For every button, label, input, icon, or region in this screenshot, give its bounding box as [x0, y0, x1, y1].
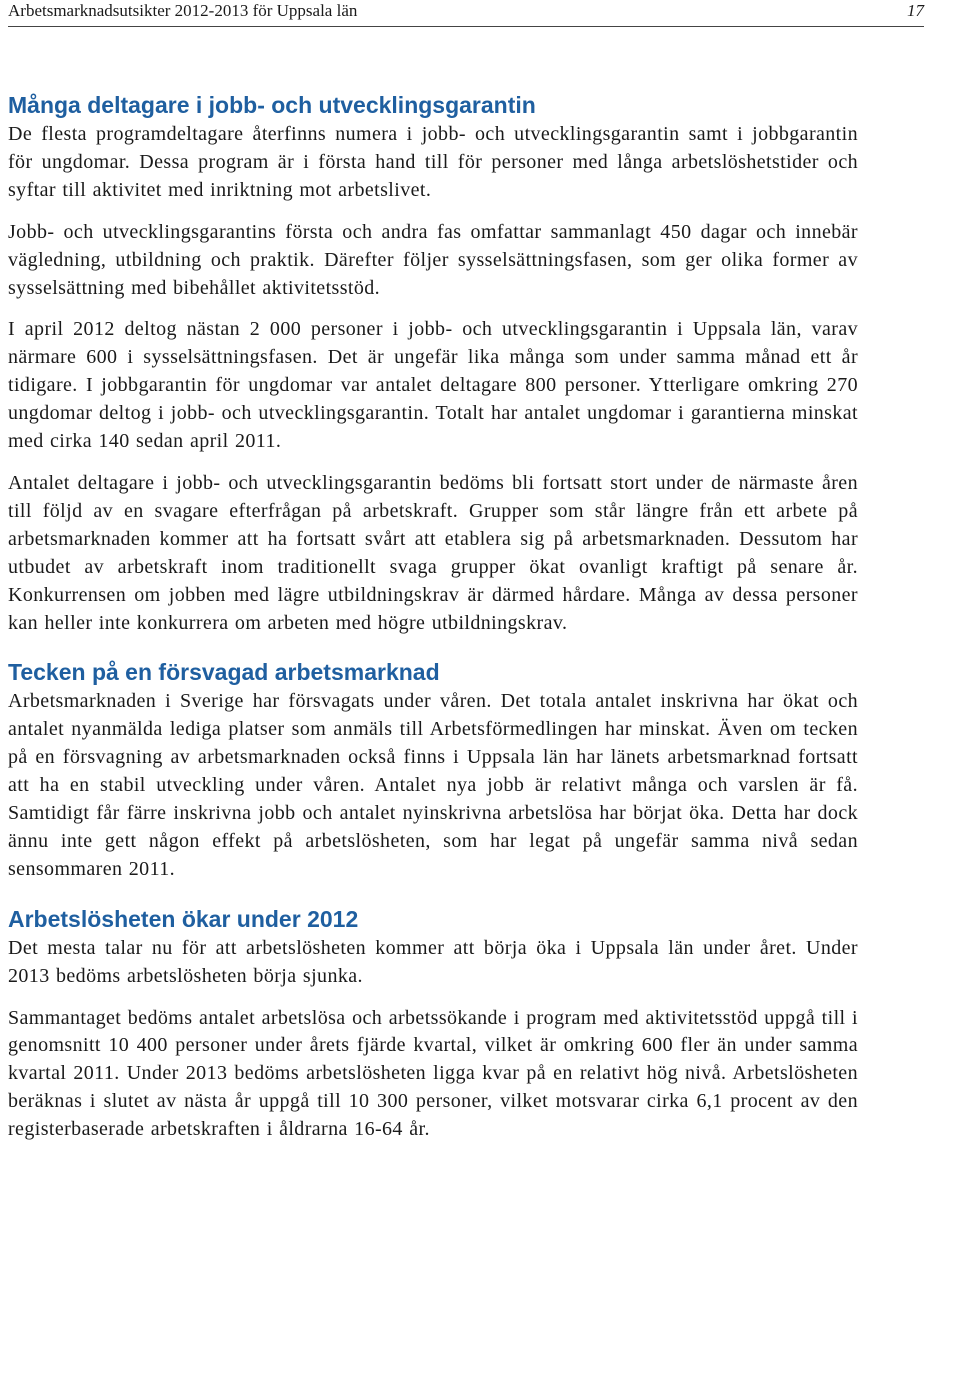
paragraph: Sammantaget bedöms antalet arbetslösa och arbetssökande i program med aktivitetsstöd uppgå till i genomsnitt 10 400 personer under årets fjärde kvartal, vilket är omkring 600 fler än under samma kvartal 2011. Under 2013 bedöms arbetslösheten ligga kvar på en relativt hög nivå. Arbetslösheten beräknas i slutet av nästa år uppgå till 10 300 personer, vilket motsvarar cirka 6,1 procent av den registerbaserade arbetskraften i åldrarna 16-64 år. — [8, 1006, 858, 1141]
page-number: 17 — [907, 1, 924, 20]
paragraph: Jobb- och utvecklingsgarantins första och andra fas omfattar sammanlagt 450 dagar och innebär vägledning, utbildning och praktik. Därefter följer sysselsättningsfasen, som ger olika former av sysselsättning med bibehållet aktivitetsstöd. — [8, 220, 858, 299]
section-heading: Arbetslösheten ökar under 2012 — [8, 905, 359, 932]
paragraph: I april 2012 deltog nästan 2 000 personer i jobb- och utvecklingsgarantin i Uppsala län, varav närmare 600 i sysselsättningsfasen. Det är ungefär lika många som under samma månad ett år tidigare. I jobbgarantin för ungdomar var antalet deltagare 800 personer. Ytterligare omkring 270 ungdomar deltog i jobb- och utvecklingsgarantin. Totalt har antalet ungdomar i garantierna minskat med cirka 140 sedan april 2011. — [8, 318, 858, 453]
page-header — [8, 0, 924, 27]
paragraph: Det mesta talar nu för att arbetslösheten kommer att börja öka i Uppsala län under året. Under 2013 bedöms arbetslösheten börja sjunka. — [8, 936, 858, 987]
section-heading: Tecken på en försvagad arbetsmarknad — [8, 659, 440, 686]
section-deltagare — [8, 90, 858, 637]
section-tecken — [8, 657, 858, 883]
running-title: Arbetsmarknadsutsikter 2012-2013 för Uppsala län — [8, 1, 358, 20]
document-body — [8, 90, 858, 1144]
paragraph: Antalet deltagare i jobb- och utvecklingsgarantin bedöms bli fortsatt stort under de närmaste åren till följd av en svagare efterfrågan på arbetskraft. Grupper som står längre från ett arbete på arbetsmarknaden kommer att ha fortsatt svårt att etablera sig på arbetsmarknaden. Dessutom har utbudet av arbetskraft inom traditionellt svaga grupper ökat ovanligt kraftigt på senare år. Konkurrensen om jobben med lägre utbildningskrav är därmed hårdare. Många av dessa personer kan heller inte konkurrera om arbeten med högre utbildningskrav. — [8, 471, 858, 634]
paragraph: Arbetsmarknaden i Sverige har försvagats under våren. Det totala antalet inskrivna har ökat och antalet nyanmälda lediga platser som anmäls till Arbetsförmedlingen har minskat. Även om tecken på en försvagning av arbetsmarknaden också finns i Uppsala län har länets arbetsmarknad fortsatt att ha en stabil utveckling under våren. Antalet nya jobb är relativt många och varslen är få. Samtidigt får färre inskrivna jobb och antalet nyinskrivna arbetslösa har börjat öka. Detta har dock ännu inte gett någon effekt på arbetslösheten, som har legat på ungefär samma nivå sedan sensommaren 2011. — [8, 690, 858, 880]
section-heading: Många deltagare i jobb- och utvecklingsgarantin — [8, 92, 536, 118]
paragraph: De flesta programdeltagare återfinns numera i jobb- och utvecklingsgarantin samt i jobbgarantin för ungdomar. Dessa program är i första hand till för personer med långa arbetslöshetstider och syftar till aktivitet med inriktning mot arbetslivet. — [8, 123, 858, 201]
section-arbetsloshet — [8, 904, 858, 1144]
